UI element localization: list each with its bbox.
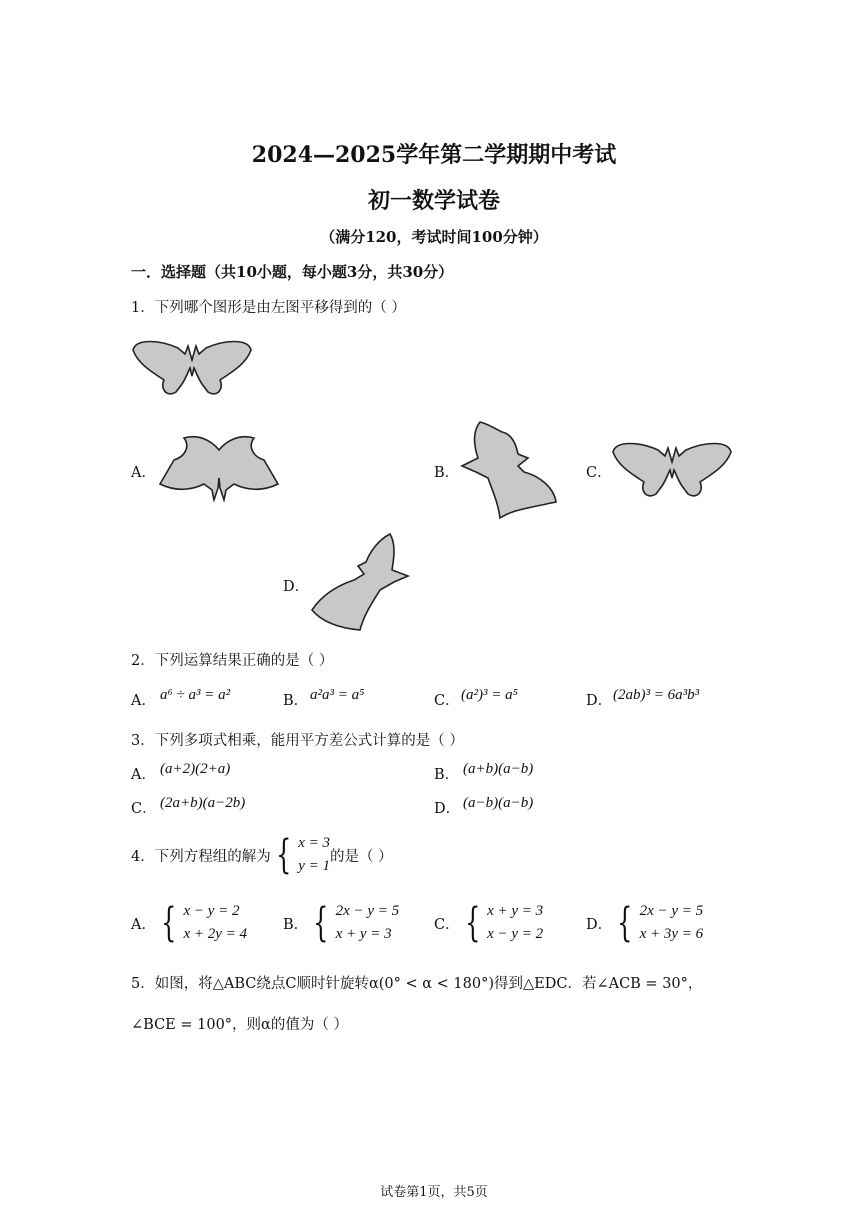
- question-1-option-c-label: C．: [586, 465, 612, 481]
- question-4-option-b: [283, 900, 399, 946]
- exam-subject-title: 初一数学试卷: [367, 188, 500, 214]
- question-3-option-d-label: D．: [434, 801, 461, 817]
- question-2-option-d: (2ab)³ = 6a³b³: [613, 687, 700, 703]
- question-4-option-b-label: B．: [283, 916, 309, 933]
- question-1-stem: 1．下列哪个图形是由左图平移得到的（ ）: [131, 300, 406, 316]
- question-4-option-a-label: A．: [131, 916, 156, 933]
- question-3-option-d: (a−b)(a−b): [463, 795, 534, 811]
- exam-subtitle: （满分120，考试时间100分钟）: [320, 228, 548, 246]
- question-4-stem-prefix: 4．下列方程组的解为: [131, 848, 271, 865]
- question-3-option-b: (a+b)(a−b): [463, 761, 534, 777]
- butterfly-option-b-figure: [458, 418, 562, 522]
- question-3-stem: 3．下列多项式相乘，能用平方差公式计算的是（ ）: [131, 733, 464, 749]
- question-4-option-d-label: D．: [586, 916, 613, 933]
- question-2-option-c: (a²)³ = a⁵: [461, 687, 518, 703]
- question-2-option-c-label: C．: [434, 693, 460, 709]
- equation-line: x + 3y = 6: [639, 926, 704, 942]
- question-2-stem: 2．下列运算结果正确的是（ ）: [131, 653, 334, 669]
- solution-line: x = 3: [298, 835, 330, 851]
- equation-line: 2x − y = 5: [639, 903, 704, 919]
- question-3-option-b-label: B．: [434, 767, 460, 783]
- question-2-option-b-label: B．: [283, 693, 309, 709]
- equation-line: x + 2y = 4: [183, 926, 247, 942]
- question-1-option-b-label: B．: [434, 465, 460, 481]
- question-4-option-a: [131, 900, 247, 946]
- brace-icon: {: [313, 900, 329, 946]
- equation-line: 2x − y = 5: [335, 903, 400, 919]
- butterfly-option-a-figure: [156, 432, 282, 502]
- question-4-stem: [131, 832, 393, 878]
- question-3-option-c-label: C．: [131, 801, 157, 817]
- question-2-option-b: a²a³ = a⁵: [310, 687, 365, 703]
- exam-title: 2024—2025学年第二学期期中考试: [251, 142, 617, 168]
- question-1-option-d-label: D．: [283, 579, 310, 595]
- question-2-option-a: a⁶ ÷ a³ = a²: [160, 687, 231, 703]
- question-3-option-a-label: A．: [131, 767, 156, 783]
- question-4-option-c-label: C．: [434, 916, 460, 933]
- question-4-option-c: [434, 900, 543, 946]
- question-1-option-a-label: A．: [131, 465, 156, 481]
- brace-icon: {: [617, 900, 633, 946]
- question-5-stem-line-2: ∠BCE = 100°，则α的值为（ ）: [131, 1017, 348, 1033]
- question-2-option-d-label: D．: [586, 693, 613, 709]
- question-3-option-a: (a+2)(2+a): [160, 761, 231, 777]
- equation-line: x − y = 2: [183, 903, 240, 919]
- brace-icon: {: [275, 832, 292, 878]
- butterfly-option-d-figure: [308, 530, 412, 634]
- question-4-stem-suffix: 的是（ ）: [329, 848, 393, 865]
- page-footer: 试卷第1页，共5页: [380, 1185, 488, 1200]
- equation-line: x + y = 3: [487, 903, 544, 919]
- equation-line: x + y = 3: [335, 926, 392, 942]
- section-heading: 一．选择题（共10小题，每小题3分，共30分）: [131, 263, 454, 281]
- butterfly-original-figure: [130, 332, 254, 404]
- equation-line: x − y = 2: [487, 926, 544, 942]
- question-5-stem-line-1: 5．如图，将△ABC绕点C顺时针旋转α(0° < α < 180°)得到△EDC．若∠ACB = 30°，: [131, 976, 703, 992]
- question-2-option-a-label: A．: [131, 693, 156, 709]
- brace-icon: {: [161, 900, 177, 946]
- butterfly-option-c-figure: [610, 434, 734, 506]
- question-4-solution: [298, 832, 330, 878]
- brace-icon: {: [464, 900, 480, 946]
- question-3-option-c: (2a+b)(a−2b): [160, 795, 246, 811]
- solution-line: y = 1: [298, 858, 330, 874]
- question-4-option-d: [586, 900, 703, 946]
